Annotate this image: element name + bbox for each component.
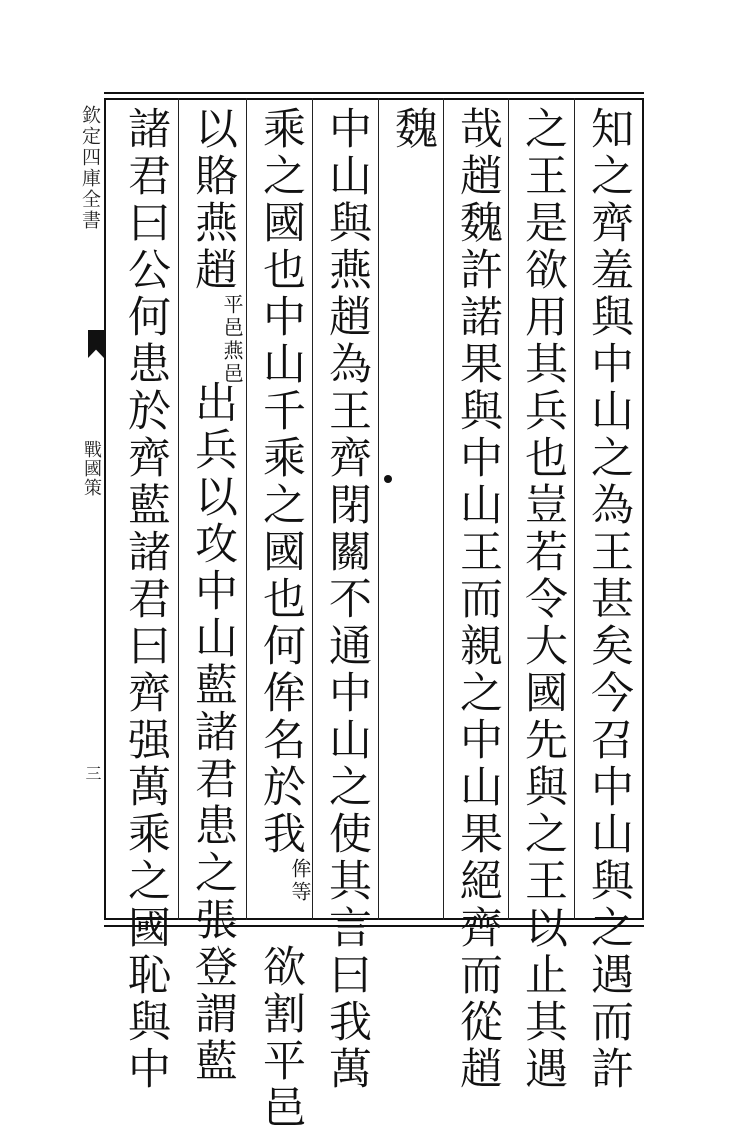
text-column-8: 諸君曰公何患於齊藍諸君曰齊强萬乘之國恥與中 — [121, 106, 171, 1093]
fishtail-mark — [88, 330, 104, 358]
column-rule — [508, 98, 509, 920]
ink-dot — [384, 475, 392, 483]
column-rule — [246, 98, 247, 920]
text-column-3: 哉趙魏許諾果與中山王而親之中山果絕齊而從趙 — [453, 106, 503, 1093]
margin-book-title: 戰國策 — [81, 440, 102, 497]
text-column-1: 知之齊羞與中山之為王甚矣今召中山與之遇而許 — [584, 106, 634, 1093]
interlinear-note: 侔等 — [288, 858, 312, 904]
column-rule — [178, 98, 179, 920]
column-7-tail-text: 出兵以攻中山藍諸君患之張登謂藍 — [188, 380, 238, 1085]
interlinear-note: 平邑燕邑 — [220, 294, 244, 386]
margin-collection-title: 欽定四庫全書 — [79, 105, 101, 231]
column-rule — [574, 98, 575, 920]
text-column-2: 之王是欲用其兵也豈若令大國先與之王以止其遇 — [518, 106, 568, 1093]
text-column-4: 魏 — [388, 106, 438, 153]
column-rule — [312, 98, 313, 920]
column-6-main-text: 乘之國也中山千乘之國也何侔名於我 — [256, 106, 306, 858]
column-7-main-text: 以賂燕趙 — [188, 106, 238, 294]
column-rule — [443, 98, 444, 920]
text-column-7 — [183, 106, 244, 1085]
text-column-5: 中山與燕趙為王齊閉關不通中山之使其言曰我萬 — [322, 106, 372, 1093]
margin-page-number: 三 — [83, 765, 102, 781]
frame-top-rule — [104, 92, 644, 94]
column-rule — [378, 98, 379, 920]
column-6-tail-text: 欲割平邑 — [256, 944, 306, 1132]
text-column-6 — [251, 106, 312, 1132]
